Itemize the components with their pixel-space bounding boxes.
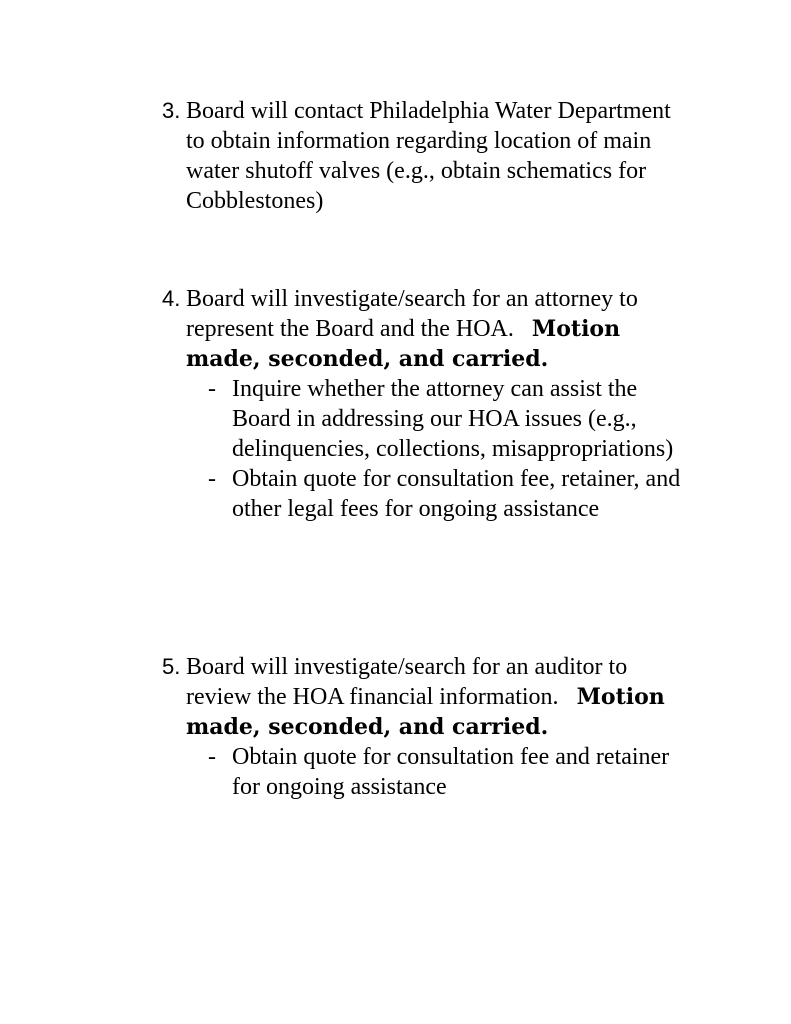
item-5-subitem-1-text: Obtain quote for consultation fee and retainer for ongoing assistance — [232, 744, 670, 800]
item-3-number: 3. — [162, 98, 181, 123]
item-4-text: Board will investigate/search for an attorney to represent the Board and the HOA. — [186, 286, 638, 342]
dash-marker: - — [208, 466, 216, 492]
dash-marker: - — [208, 376, 216, 402]
item-5-subitem-1 — [208, 742, 682, 802]
item-4-number: 4. — [162, 286, 181, 311]
item-4-subitem-1 — [208, 374, 682, 464]
dash-marker: - — [208, 744, 216, 770]
item-5-text: Board will investigate/search for an auditor to review the HOA financial information. — [186, 654, 628, 710]
list-item-5 — [162, 652, 682, 802]
item-4-subitem-2-text: Obtain quote for consultation fee, retainer, and other legal fees for ongoing assistance — [232, 466, 681, 522]
item-4-row — [162, 284, 682, 374]
item-4-subitem-1-text: Inquire whether the attorney can assist the Board in addressing our HOA issues (e.g., delinquencies, collections, misappropriations) — [232, 376, 674, 462]
list-item-4 — [162, 284, 682, 524]
list-item-3 — [162, 96, 682, 216]
item-4-sublist — [208, 374, 682, 524]
item-3-row — [162, 96, 682, 216]
item-4-body — [186, 284, 682, 374]
item-5-sublist — [208, 742, 682, 802]
item-3-text: Board will contact Philadelphia Water Department to obtain information regarding location of main water shutoff valves (e.g., obtain schematics for Cobblestones) — [186, 98, 671, 214]
item-5-row — [162, 652, 682, 742]
item-4-subitem-2 — [208, 464, 682, 524]
item-4-motion: Motion made, seconded, and carried. — [186, 316, 621, 372]
item-5-body — [186, 652, 682, 742]
item-5-number: 5. — [162, 654, 181, 679]
item-5-motion: Motion made, seconded, and carried. — [186, 684, 665, 740]
